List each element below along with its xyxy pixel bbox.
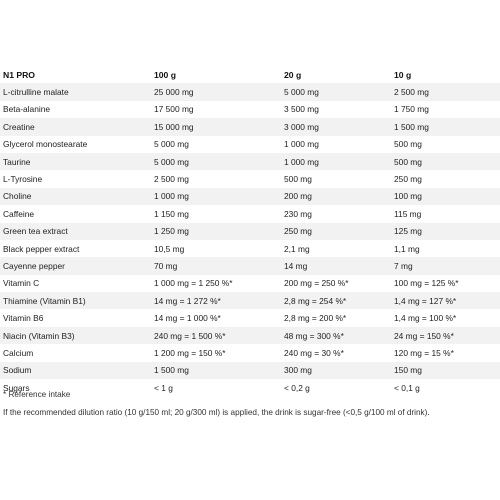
table-row <box>0 205 500 222</box>
ingredient-cell: Calcium <box>3 347 34 358</box>
amount-100g-cell: 1 500 mg <box>154 365 189 376</box>
table-row <box>0 101 500 118</box>
amount-100g-cell: 1 250 mg <box>154 226 189 237</box>
table-row <box>0 344 500 361</box>
amount-10g-cell: 1,4 mg = 100 %* <box>394 313 457 324</box>
amount-10g-cell: 1 500 mg <box>394 121 429 132</box>
amount-100g-cell: 10,5 mg <box>154 243 185 254</box>
ingredient-cell: Vitamin C <box>3 278 40 289</box>
ingredient-cell: Sugars <box>3 382 30 393</box>
table-row <box>0 379 500 396</box>
amount-20g-cell: 5 000 mg <box>284 87 319 98</box>
ingredient-cell: L-Tyrosine <box>3 174 43 185</box>
amount-20g-cell: 300 mg <box>284 365 312 376</box>
table-row <box>0 83 500 100</box>
table-row <box>0 118 500 135</box>
amount-10g-cell: < 0,1 g <box>394 382 420 393</box>
amount-100g-cell: 15 000 mg <box>154 121 194 132</box>
amount-100g-cell: 70 mg <box>154 260 178 271</box>
amount-10g-cell: 7 mg <box>394 260 413 271</box>
table-row <box>0 292 500 309</box>
amount-20g-cell: 3 000 mg <box>284 121 319 132</box>
ingredient-cell: Black pepper extract <box>3 243 80 254</box>
amount-20g-cell: < 0,2 g <box>284 382 310 393</box>
ingredient-cell: Glycerol monostearate <box>3 139 88 150</box>
table-row <box>0 240 500 257</box>
nutrition-table <box>0 66 500 396</box>
amount-20g-cell: 2,8 mg = 254 %* <box>284 295 347 306</box>
amount-10g-cell: 250 mg <box>394 174 422 185</box>
amount-100g-cell: 5 000 mg <box>154 139 189 150</box>
ingredient-cell: Vitamin B6 <box>3 313 44 324</box>
header-product: N1 PRO <box>3 69 35 80</box>
amount-20g-cell: 500 mg <box>284 174 312 185</box>
table-row <box>0 327 500 344</box>
amount-100g-cell: 1 150 mg <box>154 208 189 219</box>
amount-100g-cell: 1 000 mg = 1 250 %* <box>154 278 233 289</box>
amount-20g-cell: 2,1 mg <box>284 243 310 254</box>
amount-10g-cell: 500 mg <box>394 156 422 167</box>
header-10g: 10 g <box>394 69 412 80</box>
ingredient-cell: Green tea extract <box>3 226 68 237</box>
amount-100g-cell: 14 mg = 1 272 %* <box>154 295 221 306</box>
amount-20g-cell: 14 mg <box>284 260 308 271</box>
footnote: * Reference intake <box>3 390 71 399</box>
amount-10g-cell: 115 mg <box>394 208 422 219</box>
amount-20g-cell: 2,8 mg = 200 %* <box>284 313 347 324</box>
ingredient-cell: Sodium <box>3 365 32 376</box>
amount-20g-cell: 230 mg <box>284 208 312 219</box>
amount-20g-cell: 48 mg = 300 %* <box>284 330 344 341</box>
amount-100g-cell: 1 200 mg = 150 %* <box>154 347 226 358</box>
ingredient-cell: Thiamine (Vitamin B1) <box>3 295 86 306</box>
amount-20g-cell: 1 000 mg <box>284 139 319 150</box>
header-20g: 20 g <box>284 69 302 80</box>
ingredient-cell: Beta-alanine <box>3 104 51 115</box>
dilution-note: If the recommended dilution ratio (10 g/150 ml; 20 g/300 ml) is applied, the drink is sugar-free (<0,5 g/100 ml of drink). <box>3 408 430 417</box>
amount-20g-cell: 1 000 mg <box>284 156 319 167</box>
amount-100g-cell: 17 500 mg <box>154 104 194 115</box>
table-row <box>0 257 500 274</box>
table-row <box>0 136 500 153</box>
amount-10g-cell: 1 750 mg <box>394 104 429 115</box>
amount-100g-cell: 1 000 mg <box>154 191 189 202</box>
amount-10g-cell: 2 500 mg <box>394 87 429 98</box>
amount-100g-cell: 25 000 mg <box>154 87 194 98</box>
amount-100g-cell: 2 500 mg <box>154 174 189 185</box>
amount-10g-cell: 100 mg <box>394 191 422 202</box>
ingredient-cell: L-citrulline malate <box>3 87 69 98</box>
amount-20g-cell: 250 mg <box>284 226 312 237</box>
amount-20g-cell: 200 mg = 250 %* <box>284 278 349 289</box>
amount-10g-cell: 150 mg <box>394 365 422 376</box>
amount-100g-cell: 240 mg = 1 500 %* <box>154 330 226 341</box>
ingredient-cell: Cayenne pepper <box>3 260 65 271</box>
amount-10g-cell: 1,4 mg = 127 %* <box>394 295 457 306</box>
table-body <box>0 83 500 396</box>
table-row <box>0 362 500 379</box>
table-row <box>0 223 500 240</box>
table-row <box>0 170 500 187</box>
amount-100g-cell: 5 000 mg <box>154 156 189 167</box>
amount-10g-cell: 24 mg = 150 %* <box>394 330 454 341</box>
header-100g: 100 g <box>154 69 176 80</box>
amount-10g-cell: 1,1 mg <box>394 243 420 254</box>
ingredient-cell: Niacin (Vitamin B3) <box>3 330 75 341</box>
amount-100g-cell: < 1 g <box>154 382 173 393</box>
amount-10g-cell: 500 mg <box>394 139 422 150</box>
amount-10g-cell: 125 mg <box>394 226 422 237</box>
amount-100g-cell: 14 mg = 1 000 %* <box>154 313 221 324</box>
table-header-row <box>0 66 500 83</box>
table-row <box>0 309 500 326</box>
table-row <box>0 153 500 170</box>
table-row <box>0 188 500 205</box>
amount-20g-cell: 240 mg = 30 %* <box>284 347 344 358</box>
amount-10g-cell: 100 mg = 125 %* <box>394 278 459 289</box>
table-row <box>0 275 500 292</box>
amount-20g-cell: 3 500 mg <box>284 104 319 115</box>
ingredient-cell: Caffeine <box>3 208 35 219</box>
ingredient-cell: Taurine <box>3 156 31 167</box>
amount-20g-cell: 200 mg <box>284 191 312 202</box>
amount-10g-cell: 120 mg = 15 %* <box>394 347 454 358</box>
ingredient-cell: Creatine <box>3 121 35 132</box>
ingredient-cell: Choline <box>3 191 32 202</box>
